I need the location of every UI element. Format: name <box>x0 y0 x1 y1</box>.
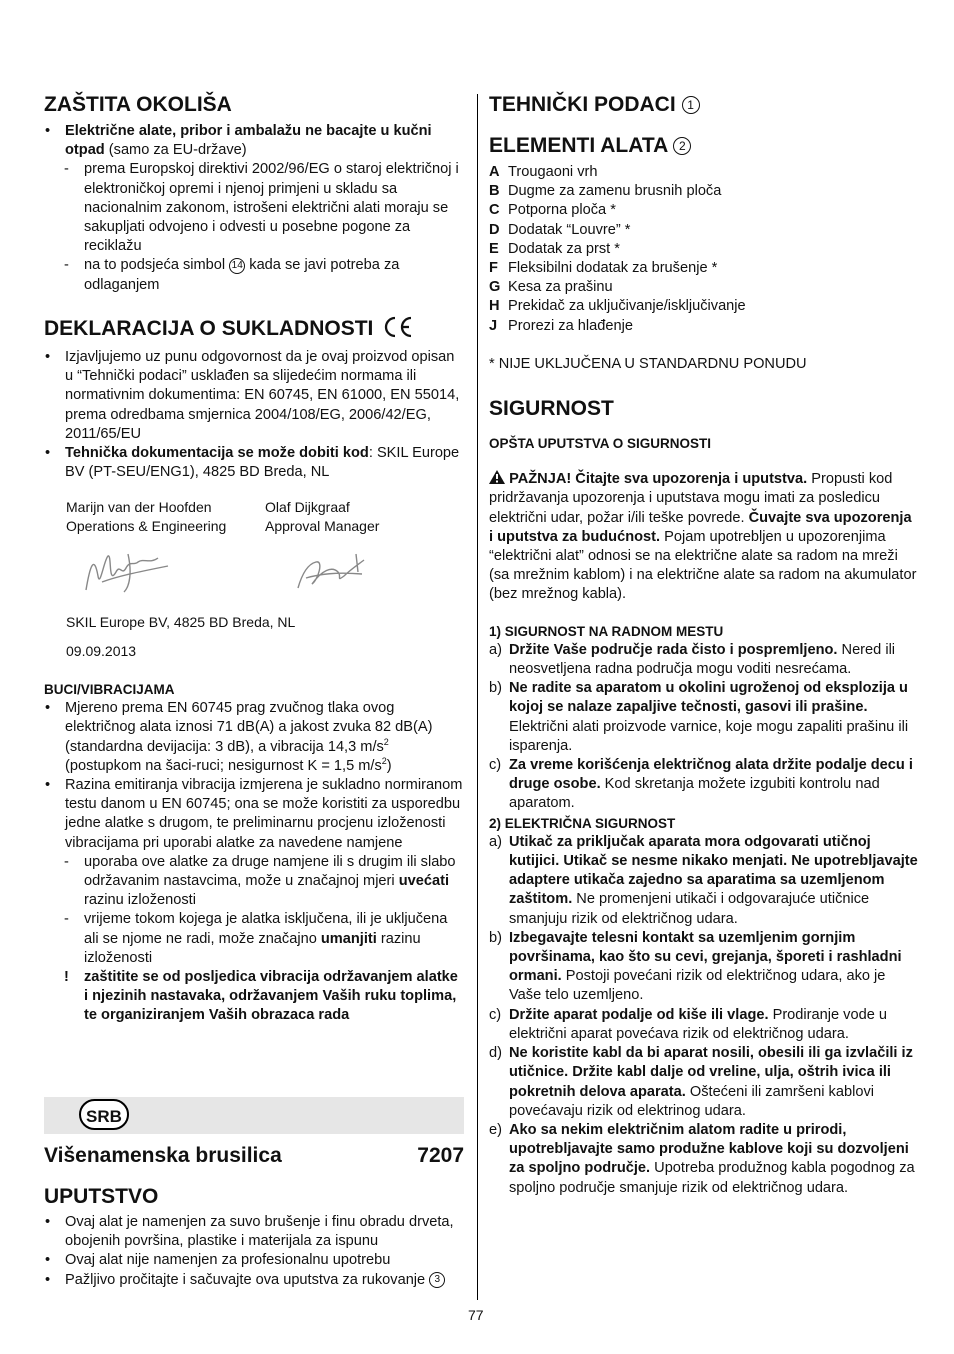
item-key: a) <box>489 833 502 850</box>
signature-2-image <box>292 550 372 594</box>
item-key: c) <box>489 1006 502 1023</box>
list-item <box>489 1121 919 1198</box>
signatory-1 <box>66 498 265 536</box>
list-item <box>489 756 919 814</box>
part-label: Trougaoni vrh <box>508 164 598 180</box>
list-item <box>489 833 919 929</box>
bold-text: Ako sa nekim električnim alatom radite u prirodi, upotrebljavajte samo produžne kablove koji su dozvoljeni za spoljno područje. <box>509 1121 909 1177</box>
symbol-14-icon: 14 <box>229 258 245 274</box>
superscript: 2 <box>383 736 389 747</box>
tech-data-title <box>489 92 919 118</box>
list-item <box>44 122 464 295</box>
signatory-role: Approval Manager <box>265 518 380 534</box>
bold-text: Čuvajte sva upozorenja i uputstva za budućnost. <box>489 509 912 545</box>
text: Nered ili neosvetljena radna područja mogu voditi nesrećama. <box>509 641 896 678</box>
part-key: G <box>489 279 501 296</box>
list-item <box>44 910 464 968</box>
bold-text: PAŽNJA! Čitajte sva upozorenja i uputstva. <box>509 471 808 488</box>
section-2-title: 2) ELEKTRIČNA SIGURNOST <box>489 815 676 831</box>
manual-section <box>44 1184 464 1290</box>
bold-text: umanjiti <box>320 930 377 947</box>
environment-list <box>44 122 464 295</box>
text: (samo za EU-države) <box>104 142 247 159</box>
text: ) <box>386 757 392 774</box>
part-key: J <box>489 317 498 334</box>
list-item <box>489 221 919 240</box>
part-key: C <box>489 202 500 219</box>
list-item <box>489 297 919 316</box>
signatory-2 <box>265 498 464 536</box>
ce-mark-icon <box>383 316 413 338</box>
part-key: D <box>489 221 500 238</box>
part-label: Dugme za zamenu brusnih ploča <box>508 183 722 200</box>
item-key: a) <box>489 641 502 658</box>
list-item <box>44 776 464 968</box>
text: Oštećeni ili zamršeni kablovi povećavaju rizik od elektrinog udara. <box>509 1083 874 1119</box>
part-label: Potporna ploča * <box>508 202 616 219</box>
bold-text: Držite Vaše područje rada čisto i pospremljeno. <box>509 641 838 658</box>
part-key: F <box>489 260 498 277</box>
safety-title: SIGURNOST <box>489 397 614 420</box>
noise-section <box>44 680 464 1026</box>
language-bar <box>44 1097 464 1134</box>
section-1-list <box>489 641 919 814</box>
item-key: b) <box>489 680 502 697</box>
symbol-2-icon: 2 <box>673 137 691 155</box>
declaration-list <box>44 348 464 482</box>
list-item <box>44 853 464 911</box>
manual-title: UPUTSTVO <box>44 1185 159 1208</box>
list-item <box>489 929 919 1006</box>
text: razinu izloženosti <box>84 930 421 966</box>
text: Razina emitiranja vibracija izmjerena je sukladno normiranom testu danom u EN 60745; ona se može koristiti za usporedbu jedne alatke s drugom, te preliminarnu procjenu izloženosti vibracijama pri uporabi alatke za navedene namjene <box>65 777 463 851</box>
text: na to podsjeća simbol <box>84 257 230 274</box>
not-included-note: * NIJE UKLJUČENA U STANDARDNU PONUDU <box>489 355 807 372</box>
text: Pažljivo pročitajte i sačuvajte ova uputstva za rukovanje <box>65 1271 430 1288</box>
declaration-date: 09.09.2013 <box>66 643 137 659</box>
safety-section <box>489 396 919 1198</box>
bold-text: Držite aparat podalje od kiše ili vlage. <box>509 1006 769 1023</box>
text: uporaba ove alatke za druge namjene ili s drugim ili slabo održavanim nastavcima, može u značajnoj mjeri <box>84 853 456 890</box>
bold-text: Ne koristite kabl da bi aparat nosili, obesili ili ga izvlačili iz utičnice. Držite kabl dalje od vreline, ulja, oštrih ivica ili pokretnih delova aparata. <box>509 1045 913 1100</box>
symbol-3-icon: 3 <box>429 1272 445 1288</box>
declaration-section <box>44 316 464 482</box>
text: (postupkom na šaci-ruci; nesigurnost K = 1,5 m/s <box>65 757 382 774</box>
text: Ne promenjeni utikači i odgovarajuće utičnice smanjuju rizik od električnog udara. <box>509 891 870 927</box>
list-item <box>489 1006 919 1044</box>
text: Pojam upotrebljen u upozorenjima “električni alat” odnosi se na električne alate sa radom na mreži (sa mrežnim kablom) i na električne alate sa radom na akumulator (bez mrežnog kabla). <box>489 528 917 603</box>
exclamation-icon: ! <box>64 969 69 986</box>
environment-title: ZAŠTITA OKOLIŠA <box>44 93 232 116</box>
bold-text: Za vreme korišćenja električnog alata držite podalje decu i druge osobe. <box>509 757 913 793</box>
tool-elements-section <box>489 133 919 374</box>
column-divider <box>477 94 478 1300</box>
noise-title: BUCI/VIBRACIJAMA <box>44 682 175 697</box>
list-item <box>44 699 464 776</box>
bold-text: uvećati <box>398 873 450 890</box>
warning-triangle-icon <box>489 470 505 484</box>
list-item <box>489 182 919 201</box>
bold-text: Utikač za priključak aparata mora odgovarati utičnoj kutijici. Utikač se nesme nikako menjati. Ne upotrebljavajte adaptere utikača zajedno sa aparatima sa uzemljenom zaštitom. <box>509 833 918 908</box>
part-label: Dodatak za prst * <box>508 240 620 257</box>
signatory-name: Olaf Dijkgraaf <box>265 499 350 515</box>
sub-list <box>44 160 464 294</box>
part-label: Prorezi za hlađenje <box>508 317 633 334</box>
item-key: d) <box>489 1045 502 1062</box>
text: zaštitite se od posljedica vibracija održavanjem alatke i njezinih nastavaka, održavanjem Vaših ruku toplima, te organiziranjem Vaših obrazaca rada <box>84 969 458 1024</box>
product-name: Višenamenska brusilica <box>44 1144 282 1167</box>
text: Kod skretanja možete izgubiti kontrolu nad aparatom. <box>509 776 880 812</box>
list-item <box>44 256 464 294</box>
text: : SKIL Europe BV (PT-SEU/ENG1), 4825 BD Breda, NL <box>65 445 460 481</box>
text: Mjereno prema EN 60745 prag zvučnog tlaka ovog električnog alata iznosi 71 dB(A) a jakost zvuka 82 dB(A) (standardna devijacija: 3 dB), a vibracija 14,3 m/s <box>65 700 433 755</box>
list-item <box>489 163 919 182</box>
page-number: 77 <box>468 1307 484 1323</box>
list-item: • Ovaj alat je namenjen za suvo brušenje i finu obradu drveta, obojenih površina, plastike i materijala za ispunu <box>44 1213 464 1251</box>
symbol-1-icon: 1 <box>682 96 700 114</box>
list-item: • Ovaj alat nije namenjen za profesionalnu upotrebu <box>44 1251 464 1270</box>
signatory-name: Marijn van der Hoofden <box>66 499 212 515</box>
signatory-role: Operations & Engineering <box>66 518 227 534</box>
section-1-title: 1) SIGURNOST NA RADNOM MESTU <box>489 623 724 639</box>
text: vrijeme tokom kojega je alatka isključena, ili je uključena ali se njome ne radi, može značajno <box>84 911 448 947</box>
superscript: 2 <box>381 755 387 766</box>
vibration-warning <box>44 968 464 1026</box>
part-label: Fleksibilni dodatak za brušenje * <box>508 260 718 277</box>
list-item: • Izjavljujemo uz punu odgovornost da je ovaj proizvod opisan u “Tehnički podaci” usklađen sa slijedećim normama ili normativnim dokumentima: EN 60745, EN 61000, EN 55014, prema odredbama smjernica 2004/108/EG, 2006/42/EG, 2011/65/EU <box>44 348 464 444</box>
list-item <box>489 259 919 278</box>
tool-elements-title-text: ELEMENTI ALATA <box>489 134 668 157</box>
item-key: c) <box>489 757 502 774</box>
language-badge: SRB <box>79 1099 129 1130</box>
declaration-title-text: DEKLARACIJA O SUKLADNOSTI <box>44 317 374 340</box>
list-item <box>489 240 919 259</box>
company-address: SKIL Europe BV, 4825 BD Breda, NL <box>66 614 296 630</box>
signatories <box>66 498 464 659</box>
manual-list <box>44 1213 464 1290</box>
list-item <box>489 317 919 336</box>
list-item <box>489 1044 919 1121</box>
signatory-names <box>66 498 464 536</box>
list-item: - prema Europskoj direktivi 2002/96/EG o staroj električnoj i elektroničkoj opremi i njenoj primjeni u skladu sa nacionalnim zakonom, istrošeni električni alati moraju se sakupljati odvojeno i odvesti u posebne pogone za reciklažu <box>44 160 464 256</box>
environment-section <box>44 92 464 295</box>
item-key: b) <box>489 929 502 946</box>
bold-text: Električne alate, pribor i ambalažu ne bacajte u kučni otpad <box>65 123 432 159</box>
text: Prodiranje vode u električni aparat povećava rizik od električnog udara. <box>509 1006 887 1042</box>
product-heading <box>44 1146 464 1165</box>
tech-data-title-text: TEHNIČKI PODACI <box>489 93 676 116</box>
part-key: B <box>489 183 500 200</box>
text: Propusti kod pridržavanja upozorenja i uputstava mogu imati za posledicu električni udar, požar i/ili teške povrede. <box>489 471 893 526</box>
part-label: Dodatak “Louvre” * <box>508 221 631 238</box>
tool-elements-title <box>489 133 919 159</box>
declaration-title <box>44 316 464 342</box>
part-key: H <box>489 298 500 315</box>
tech-data-section <box>489 92 919 118</box>
part-key: E <box>489 240 499 257</box>
signature-1-image <box>78 546 178 596</box>
text: Postoji povećani rizik od električnog udara, ako je Vaše telo uzemljeno. <box>509 968 886 1004</box>
part-label: Kesa za prašinu <box>508 279 613 296</box>
text: razinu izloženosti <box>84 892 196 909</box>
list-item <box>489 679 919 756</box>
list-item <box>489 278 919 297</box>
text: kada se javi potreba za odlaganjem <box>84 257 400 293</box>
part-label: Prekidač za uključivanje/isključivanje <box>508 298 746 315</box>
safety-subtitle: OPŠTA UPUTSTVA O SIGURNOSTI <box>489 436 712 451</box>
section-2-list <box>489 833 919 1198</box>
item-key: e) <box>489 1121 502 1138</box>
list-item <box>44 1271 464 1290</box>
list-item <box>489 201 919 220</box>
text: Upotreba produžnog kabla pogodnog za spoljno područje smanjuje rizik od električnog udara. <box>509 1160 915 1196</box>
parts-list <box>489 163 919 336</box>
list-item <box>44 444 464 482</box>
bold-text: Izbegavajte telesni kontakt sa uzemljenim gornjim površinama, kao što su cevi, grejanja, šporeti i rashladni ormani. <box>509 929 902 985</box>
part-key: A <box>489 164 500 180</box>
sub-list <box>44 853 464 968</box>
bold-text: Tehnička dokumentacija se može dobiti kod <box>65 445 369 462</box>
bold-text: Ne radite sa aparatom u okolini ugroženoj od eksplozija u kojoj se nalaze zapaljive tečnosti, gasovi ili prašine. <box>509 680 908 716</box>
product-code: 7207 <box>417 1144 464 1167</box>
list-item <box>489 641 919 679</box>
noise-list <box>44 699 464 968</box>
text: Električni alati proizvode varnice, koje mogu zapaliti prašinu ili isparenja. <box>509 718 909 754</box>
safety-warning <box>489 470 919 604</box>
